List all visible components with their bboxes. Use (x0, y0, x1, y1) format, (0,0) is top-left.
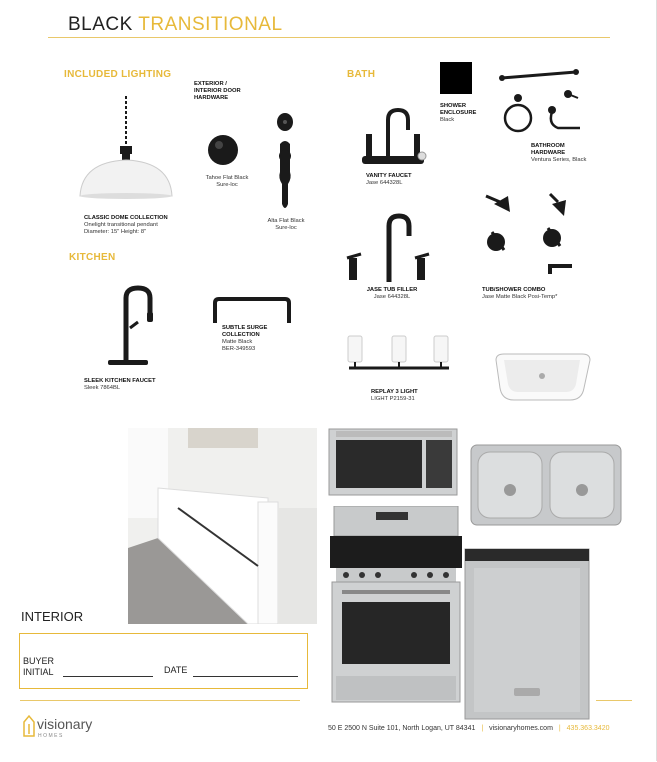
cabinet-pull-finish: Matte Black (222, 339, 253, 345)
footer-sep-1: | (481, 725, 484, 732)
buyer-initial-field[interactable] (63, 675, 153, 677)
handleset-line2: Sure-loc (275, 225, 297, 231)
date-label: DATE (164, 665, 188, 675)
shower-enclosure-color: Black (440, 117, 455, 123)
door-hardware-title (194, 81, 241, 102)
section-kitchen: KITCHEN (69, 252, 116, 263)
interior-stair-photo (128, 428, 317, 624)
tub-shower-caption (482, 287, 557, 301)
bathroom-hardware-image (496, 64, 580, 140)
tub-filler-name: JASE TUB FILLER (366, 287, 418, 293)
knob-caption (200, 175, 254, 189)
tub-shower-combo-image (478, 190, 578, 282)
shower-enclosure-caption (440, 103, 476, 124)
knob-line1: Tahoe Flat Black (205, 175, 249, 181)
vanity-faucet-caption (366, 173, 412, 187)
bath-hardware-name-2: HARDWARE (531, 150, 566, 156)
double-sink-image (470, 444, 622, 526)
pendant-desc: Onelight transitional pendant (84, 222, 158, 228)
undermount-sink-image (490, 352, 594, 406)
three-light-caption (371, 389, 418, 403)
bath-hardware-series: Ventura Series, Black (531, 157, 587, 163)
title-main: BLACK (68, 14, 133, 35)
shower-enclosure-name-1: SHOWER (440, 103, 467, 109)
vanity-faucet-name: VANITY FAUCET (366, 173, 412, 179)
shower-enclosure-swatch (440, 62, 472, 94)
three-light-model: LIGHT P2159-31 (371, 396, 415, 402)
shower-enclosure-name-2: ENCLOSURE (440, 110, 477, 116)
section-included-lighting: INCLUDED LIGHTING (64, 69, 172, 80)
buyer-label-2: INITIAL (23, 667, 54, 677)
tub-filler-caption (352, 287, 432, 301)
cabinet-pull-name-2: COLLECTION (222, 332, 260, 338)
bathroom-hardware-caption (531, 143, 586, 164)
pendant-caption (84, 215, 168, 236)
door-hardware-title-2: INTERIOR DOOR (194, 88, 241, 94)
door-knob-image (206, 133, 240, 167)
interior-label: INTERIOR (21, 609, 84, 624)
buyer-initial-label (23, 656, 54, 678)
tub-shower-name: TUB/SHOWER COMBO (482, 287, 546, 293)
kitchen-faucet-name: SLEEK KITCHEN FAUCET (84, 378, 156, 384)
section-bath: BATH (347, 69, 376, 80)
door-hardware-title-3: HARDWARE (194, 95, 229, 101)
kitchen-faucet-model: Sleek 7864BL (84, 385, 121, 391)
cabinet-pull-image (211, 295, 293, 327)
date-field[interactable] (193, 675, 298, 677)
vanity-faucet-image (358, 104, 428, 168)
kitchen-faucet-caption (84, 378, 156, 392)
cabinet-pull-caption (222, 325, 267, 353)
tub-filler-model: Jase 644328L (373, 294, 411, 300)
three-light-image (345, 332, 453, 372)
bath-hardware-name-1: BATHROOM (531, 143, 565, 149)
handleset-image (270, 112, 300, 216)
dome-pendant-image (76, 96, 176, 202)
pendant-name: CLASSIC DOME COLLECTION (84, 215, 168, 221)
cabinet-pull-model: BER-349593 (222, 346, 256, 352)
page-title (68, 14, 283, 36)
footer-address: 50 E 2500 N Suite 101, North Logan, UT 84341 (328, 725, 476, 732)
dishwasher-image (464, 548, 590, 720)
footer-phone[interactable]: 435.363.3420 (566, 725, 610, 732)
title-accent: TRANSITIONAL (138, 14, 283, 35)
footer-sep-2: | (558, 725, 561, 732)
pendant-dims: Diameter: 15" Height: 8" (84, 229, 147, 235)
three-light-name: REPLAY 3 LIGHT (371, 389, 418, 395)
footer-contact (328, 725, 609, 732)
visionary-logo-sub: HOMES (38, 733, 64, 739)
microwave-image (328, 428, 458, 496)
buyer-label-1: BUYER (23, 656, 55, 666)
footer-website-link[interactable]: visionaryhomes.com (489, 725, 553, 732)
visionary-logo-icon (22, 714, 36, 738)
handleset-line1: Alta Flat Black (267, 218, 305, 224)
kitchen-faucet-image (102, 284, 162, 370)
buyer-initial-box (19, 633, 308, 689)
visionary-logo-text: visionary (37, 716, 93, 732)
handleset-caption (259, 218, 313, 232)
cabinet-pull-name-1: SUBTLE SURGE (222, 325, 268, 331)
tub-filler-image (345, 212, 435, 284)
tub-shower-model: Jase Matte Black Posi-Temp* (482, 294, 558, 300)
header-rule (48, 37, 610, 38)
door-hardware-title-1: EXTERIOR / (194, 81, 227, 87)
footer-rule-right (596, 700, 632, 701)
vanity-faucet-model: Jase 644328L (366, 180, 403, 186)
knob-line2: Sure-loc (216, 182, 238, 188)
footer-rule-left (20, 700, 300, 701)
gas-range-image (330, 506, 462, 710)
